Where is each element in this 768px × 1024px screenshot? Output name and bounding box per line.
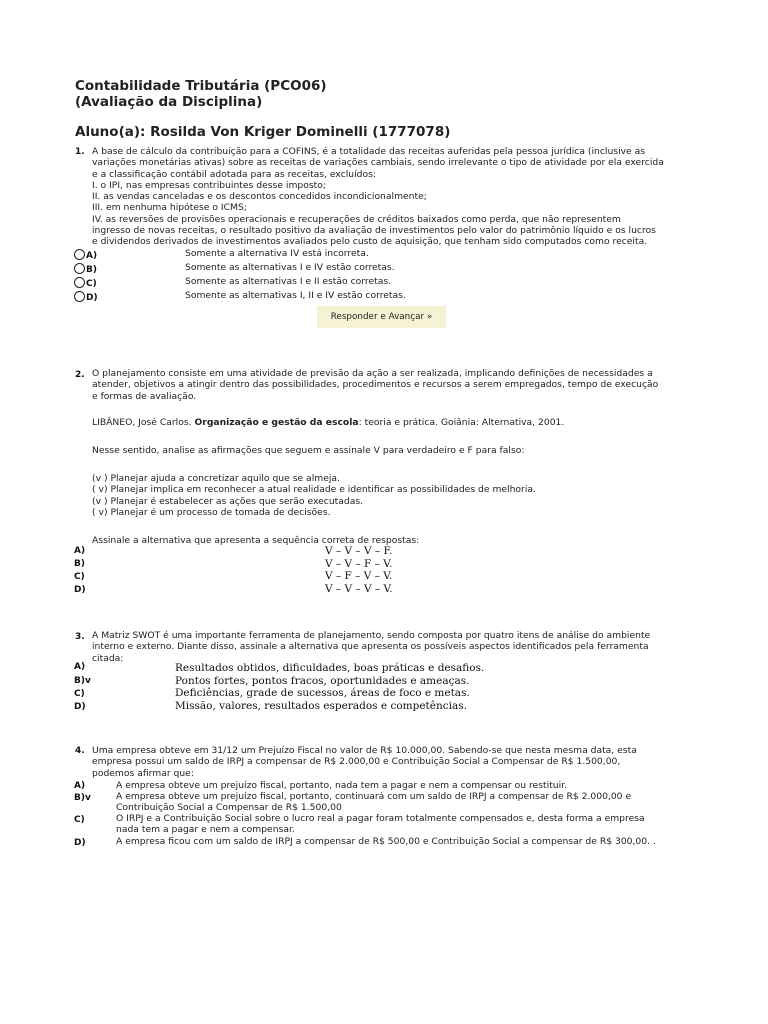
question-2-prompt: Assinale a alternativa que apresenta a sequência correta de respostas:: [92, 535, 420, 546]
option-text: V – V – V – F.: [325, 545, 393, 557]
option-label: A): [74, 546, 86, 556]
option-label: C): [74, 689, 85, 699]
option-text: Pontos fortes, pontos fracos, oportunidades e ameaças.: [175, 675, 470, 687]
option-label: D): [86, 293, 98, 303]
question-2-instruction: Nesse sentido, analise as afirmações que seguem e assinale V para verdadeiro e F para falso:: [92, 445, 525, 456]
option-label: A): [86, 251, 98, 261]
question-1-line: IV. as reversões de provisões operacionais e recuperações de créditos baixados como perda, que não representem: [92, 213, 621, 225]
question-2-citation: [92, 417, 564, 428]
question-3-line: A Matriz SWOT é uma importante ferramenta de planejamento, sendo composta por quatro itens de análise do ambiente: [92, 630, 651, 641]
question-1-line: e a classificação contábil adotada para as receitas, excluídos:: [92, 168, 377, 180]
student-name: Aluno(a): Rosilda Von Kriger Dominelli (1777078): [75, 124, 451, 140]
option-label: C): [86, 279, 97, 289]
question-4-line: empresa possui um saldo de IRPJ a compensar de R$ 2.000,00 e Contribuição Social a Compensar de R$ 1.500,00,: [92, 756, 621, 768]
question-3-line: citada:: [92, 652, 124, 664]
question-1-line: variações monetárias ativas) sobre as receitas de variações cambiais, sendo irrelevante o tipo de atividade por ela exercida: [92, 157, 664, 169]
question-1-line: II. as vendas canceladas e os descontos concedidos incondicionalmente;: [92, 191, 427, 203]
question-1-line: e dividendos derivados de investimentos avaliados pelo custo de aquisição, que tenham sido computados como receita.: [92, 236, 648, 248]
question-1-line: ingresso de novas receitas, o resultado positivo da avaliação de investimentos pelo valor do patrimônio líquido e os lucros: [92, 225, 656, 237]
option-text: A empresa ficou com um saldo de IRPJ a compensar de R$ 500,00 e Contribuição Social a compensar de R$ 300,00. .: [116, 836, 656, 847]
option-label: C): [74, 815, 85, 825]
option-label: B)v: [74, 793, 91, 803]
question-1-line: A base de cálculo da contribuição para a COFINS, é a totalidade das receitas auferidas pela pessoa jurídica (inclusive as: [92, 146, 646, 157]
page-subtitle: (Avaliação da Disciplina): [75, 94, 263, 110]
question-1-line: I. o IPI, nas empresas contribuintes desse imposto;: [92, 179, 326, 191]
option-label: C): [74, 572, 85, 582]
option-text: Somente as alternativas I e IV estão corretas.: [185, 262, 395, 273]
question-1-text: [92, 146, 712, 248]
statement: (v ) Planejar ajuda a concretizar aquilo que se almeja.: [92, 473, 340, 484]
option-text: nada tem a pagar e nem a compensar.: [116, 824, 295, 835]
option-text: Resultados obtidos, dificuldades, boas práticas e desafios.: [175, 662, 485, 674]
question-2-text: [92, 368, 712, 402]
option-label: B): [86, 265, 97, 275]
option-text: Somente as alternativas I, II e IV estão corretas.: [185, 290, 406, 301]
option-label: D): [74, 838, 86, 848]
statement: ( v) Planejar implica em reconhecer a atual realidade e identificar as possibilidades de melhoria.: [92, 484, 536, 496]
radio-button[interactable]: [74, 263, 85, 274]
question-3-number: 3.: [75, 632, 85, 642]
question-3-text: [92, 630, 712, 664]
option-text: Contribuição Social a Compensar de R$ 1.500,00: [116, 802, 342, 813]
radio-button[interactable]: [74, 277, 85, 288]
option-label: B): [74, 559, 85, 569]
question-4-line: podemos afirmar que:: [92, 767, 194, 779]
answer-and-advance-button[interactable]: Responder e Avançar »: [317, 306, 446, 328]
option-text: Somente a alternativa IV está incorreta.: [185, 248, 369, 259]
option-label: D): [74, 585, 86, 595]
option-text: A empresa obteve um prejuízo fiscal, portanto, nada tem a pagar e nem a compensar ou restituir.: [116, 780, 567, 791]
question-2-line: O planejamento consiste em uma atividade de previsão da ação a ser realizada, implicando definições de necessidades a: [92, 368, 653, 379]
question-4-text: [92, 745, 712, 779]
question-1-line: III. em nenhuma hipótese o ICMS;: [92, 202, 247, 214]
option-label: B)v: [74, 676, 91, 686]
question-1-number: 1.: [75, 147, 85, 157]
option-text: Deficiências, grade de sucessos, áreas de foco e metas.: [175, 687, 470, 699]
question-2-number: 2.: [75, 370, 85, 380]
radio-button[interactable]: [74, 291, 85, 302]
option-text: A empresa obteve um prejuízo fiscal, portanto, continuará com um saldo de IRPJ a compensar de R$ 2.000,00 e: [116, 791, 632, 802]
option-text: O IRPJ e a Contribuição Social sobre o lucro real a pagar foram totalmente compensados e, desta forma a empresa: [116, 813, 645, 824]
citation-author: LIBÂNEO, José Carlos.: [92, 417, 195, 428]
statement: (v ) Planejar é estabelecer as ações que serão executadas.: [92, 495, 364, 507]
citation-rest: : teoria e prática. Goiânia: Alternativa, 2001.: [358, 417, 565, 428]
option-label: A): [74, 781, 86, 791]
question-4-number: 4.: [75, 746, 85, 756]
option-text: V – F – V – V.: [325, 570, 393, 582]
question-2-line: atender, objetivos a atingir dentro das possibilidades, procedimentos e recursos a serem empregados, tempo de execução: [92, 379, 659, 391]
option-text: V – V – F – V.: [325, 558, 393, 570]
option-text: Missão, valores, resultados esperados e competências.: [175, 700, 467, 712]
statement: ( v) Planejar é um processo de tomada de decisões.: [92, 506, 331, 518]
question-2-line: e formas de avaliação.: [92, 390, 197, 402]
option-text: V – V – V – V.: [325, 583, 393, 595]
radio-button[interactable]: [74, 249, 85, 260]
option-label: D): [74, 702, 86, 712]
option-label: A): [74, 662, 86, 672]
question-3-line: interno e externo. Diante disso, assinale a alternativa que apresenta os possíveis aspectos identificados pela ferramenta: [92, 641, 649, 653]
citation-title: Organização e gestão da escola: [194, 417, 359, 428]
option-text: Somente as alternativas I e II estão corretas.: [185, 276, 392, 287]
question-4-line: Uma empresa obteve em 31/12 um Prejuízo Fiscal no valor de R$ 10.000,00. Sabendo-se que nesta mesma data, esta: [92, 745, 637, 756]
page-title: Contabilidade Tributária (PCO06): [75, 78, 327, 94]
question-2-statements: [92, 473, 712, 518]
